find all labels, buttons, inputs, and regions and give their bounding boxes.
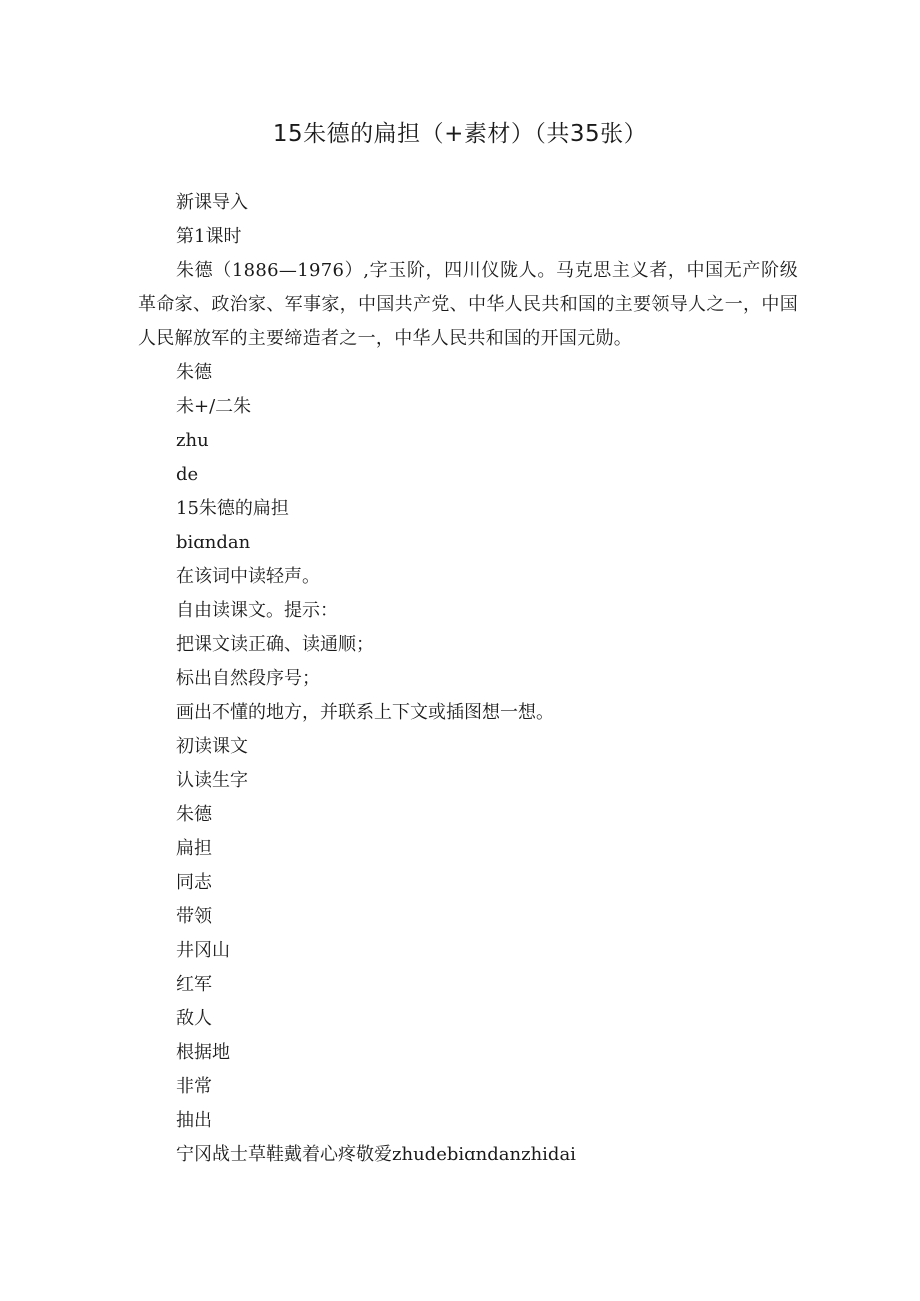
document-title: 15朱德的扁担（+素材）（共35张） (272, 121, 648, 147)
text-line: 画出不懂的地方，并联系上下文或插图想一想。 (176, 702, 554, 723)
text-line: 把课文读正确、读通顺； (176, 634, 374, 655)
text-line: 15朱德的扁担 (176, 498, 289, 519)
text-line: 敌人 (176, 1008, 212, 1029)
text-line: 未+/二朱 (176, 396, 252, 417)
text-line: 非常 (176, 1076, 212, 1097)
text-line: 抽出 (176, 1110, 212, 1131)
text-line: 红军 (176, 974, 212, 995)
biography-paragraph: 朱德（1886—1976）,字玉阶，四川仪陇人。马克思主义者，中国无产阶级革命家、政治家、军事家，中国共产党、中华人民共和国的主要领导人之一，中国人民解放军的主要缔造者之一，中华人民共和国的开国元勋。 (138, 260, 798, 349)
text-line: 自由读课文。提示： (176, 600, 338, 621)
text-line: 认读生字 (176, 770, 248, 791)
text-line: 在该词中读轻声。 (176, 566, 320, 587)
text-line: 宁冈战士草鞋戴着心疼敬爱zhudebiɑndanzhidai (176, 1144, 576, 1165)
text-line: 朱德 (176, 804, 212, 825)
text-line: 朱德 (176, 362, 212, 383)
text-line: 初读课文 (176, 736, 248, 757)
text-line: de (176, 464, 199, 485)
text-line: 根据地 (176, 1042, 230, 1063)
text-line: 带领 (176, 906, 212, 927)
text-line: 标出自然段序号； (176, 668, 320, 689)
lesson-period: 第1课时 (176, 226, 242, 247)
text-line: 井冈山 (176, 940, 230, 961)
intro-heading: 新课导入 (176, 192, 248, 213)
text-line: zhu (176, 430, 209, 451)
text-line: biɑndan (176, 532, 251, 553)
text-line: 扁担 (176, 838, 212, 859)
text-line: 同志 (176, 872, 212, 893)
document-body (138, 186, 798, 1172)
